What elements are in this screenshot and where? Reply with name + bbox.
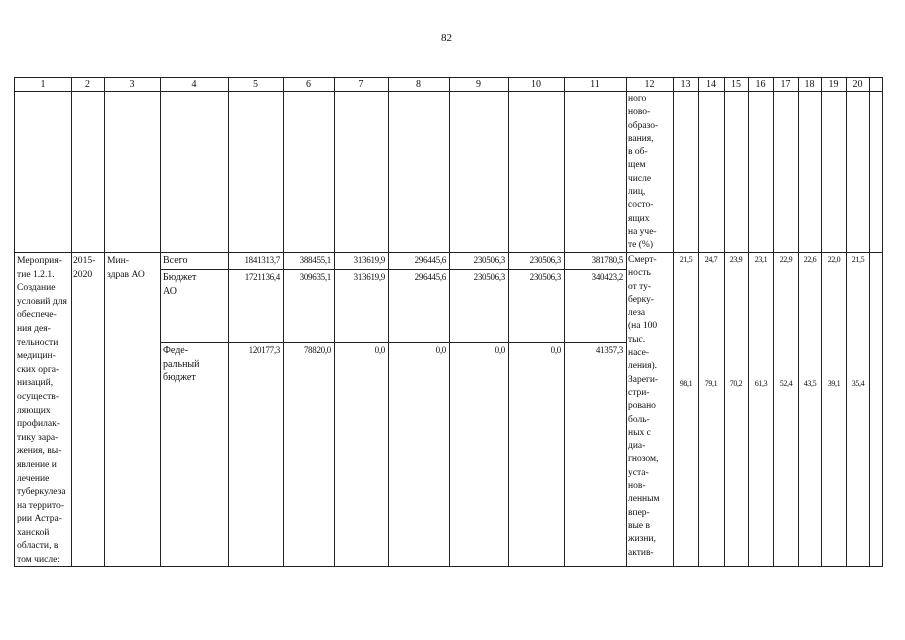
funding-value: 296445,6 [414, 255, 446, 265]
indicator-value: 70,2 [729, 379, 743, 388]
indicator-value: 22,0 [827, 255, 841, 264]
column-divider [228, 78, 229, 566]
header-cell: 19 [828, 79, 839, 90]
header-cell: 17 [780, 79, 791, 90]
event-name: Мероприя- тие 1.2.1. Создание условий для обеспече- ния дея- тельности медицин- ских орга- низаций, осуществ- ляющих профилак- тику зара- жения, вы- явление и лечение туберкулеза на террито- рии Астра- ханской области, в том числе: [17, 255, 67, 566]
funding-source: Бюджет АО [163, 272, 197, 297]
indicator-value: 35,4 [851, 379, 865, 388]
column-divider [724, 78, 725, 566]
header-cell: 15 [731, 79, 741, 90]
header-cell: 20 [852, 79, 863, 90]
header-cell: 7 [358, 79, 364, 90]
column-divider [626, 78, 627, 566]
header-cell: 8 [416, 79, 421, 90]
column-divider [748, 78, 749, 566]
indicator-value: 23,1 [754, 255, 768, 264]
column-divider [388, 78, 389, 566]
funding-value: 230506,3 [473, 272, 505, 282]
indicator-value: 24,7 [704, 255, 718, 264]
funding-value: 309635,1 [299, 272, 331, 282]
column-divider [798, 78, 799, 566]
column-divider [869, 78, 870, 566]
header-cell: 14 [706, 79, 716, 90]
column-divider [508, 78, 509, 566]
header-cell: 18 [804, 79, 815, 90]
column-divider [564, 78, 565, 566]
row-rule [160, 342, 626, 343]
indicator-value: 21,5 [851, 255, 865, 264]
indicator-value: 61,3 [754, 379, 768, 388]
indicator-value: 22,6 [803, 255, 817, 264]
funding-value: 1721136,4 [244, 272, 280, 282]
funding-value: 388455,1 [299, 255, 331, 265]
column-divider [283, 78, 284, 566]
indicator-value: 23,9 [729, 255, 743, 264]
header-cell: 2 [85, 79, 90, 90]
column-divider [449, 78, 450, 566]
column-divider [698, 78, 699, 566]
funding-value: 230506,3 [529, 255, 561, 265]
indicator-description: Смерт- ность от ту- берку- леза (на 100 тыс. насе- ления). Зареги- стри- ровано боль- ных с диа- гнозом, уста- нов- ленным впер- вые в жизни, актив- [628, 255, 660, 558]
row-rule [15, 252, 882, 253]
column-divider [71, 78, 72, 566]
column-divider [846, 78, 847, 566]
indicator-value: 22,9 [779, 255, 793, 264]
column-divider [104, 78, 105, 566]
program-table [14, 77, 883, 567]
funding-value: 0,0 [435, 345, 446, 355]
header-cell: 6 [306, 79, 311, 90]
funding-value: 120177,3 [248, 345, 280, 355]
header-rule [15, 91, 882, 92]
header-cell: 9 [476, 79, 481, 90]
header-cell: 11 [590, 79, 600, 90]
column-divider [821, 78, 822, 566]
indicator-value: 39,1 [827, 379, 841, 388]
funding-value: 0,0 [550, 345, 561, 355]
event-executor: Мин- здрав АО [107, 255, 145, 280]
funding-source: Всего [163, 255, 188, 266]
funding-source: Феде- ральный бюджет [163, 345, 200, 384]
indicator-value: 43,5 [803, 379, 817, 388]
indicator-value: 52,4 [779, 379, 793, 388]
event-period: 2015- 2020 [73, 255, 96, 280]
column-divider [773, 78, 774, 566]
funding-value: 0,0 [374, 345, 385, 355]
header-cell: 10 [531, 79, 541, 90]
funding-value: 340423,2 [591, 272, 623, 282]
indicator-value: 79,1 [704, 379, 718, 388]
header-cell: 12 [644, 79, 655, 90]
funding-value: 313619,9 [353, 272, 385, 282]
header-cell: 4 [191, 79, 197, 90]
funding-value: 230506,3 [473, 255, 505, 265]
funding-value: 41357,3 [595, 345, 623, 355]
header-cell: 16 [755, 79, 766, 90]
column-divider [673, 78, 674, 566]
header-cell: 13 [680, 79, 691, 90]
funding-value: 1841313,7 [244, 255, 280, 265]
indicator-continued-text: ного ново- образо- вания, в об- щем числе лиц, состо- ящих на уче- те (%) [628, 94, 659, 251]
funding-value: 313619,9 [353, 255, 385, 265]
header-cell: 3 [129, 79, 135, 90]
funding-value: 296445,6 [414, 272, 446, 282]
indicator-value: 21,5 [679, 255, 693, 264]
funding-value: 0,0 [494, 345, 505, 355]
header-cell: 5 [253, 79, 258, 90]
column-divider [334, 78, 335, 566]
funding-value: 381780,5 [591, 255, 623, 265]
row-rule [160, 269, 626, 270]
indicator-value: 98,1 [679, 379, 693, 388]
column-divider [160, 78, 161, 566]
header-cell [869, 78, 882, 91]
page-number: 82 [441, 32, 452, 44]
funding-value: 230506,3 [529, 272, 561, 282]
header-cell: 1 [40, 79, 46, 90]
funding-value: 78820,0 [303, 345, 331, 355]
